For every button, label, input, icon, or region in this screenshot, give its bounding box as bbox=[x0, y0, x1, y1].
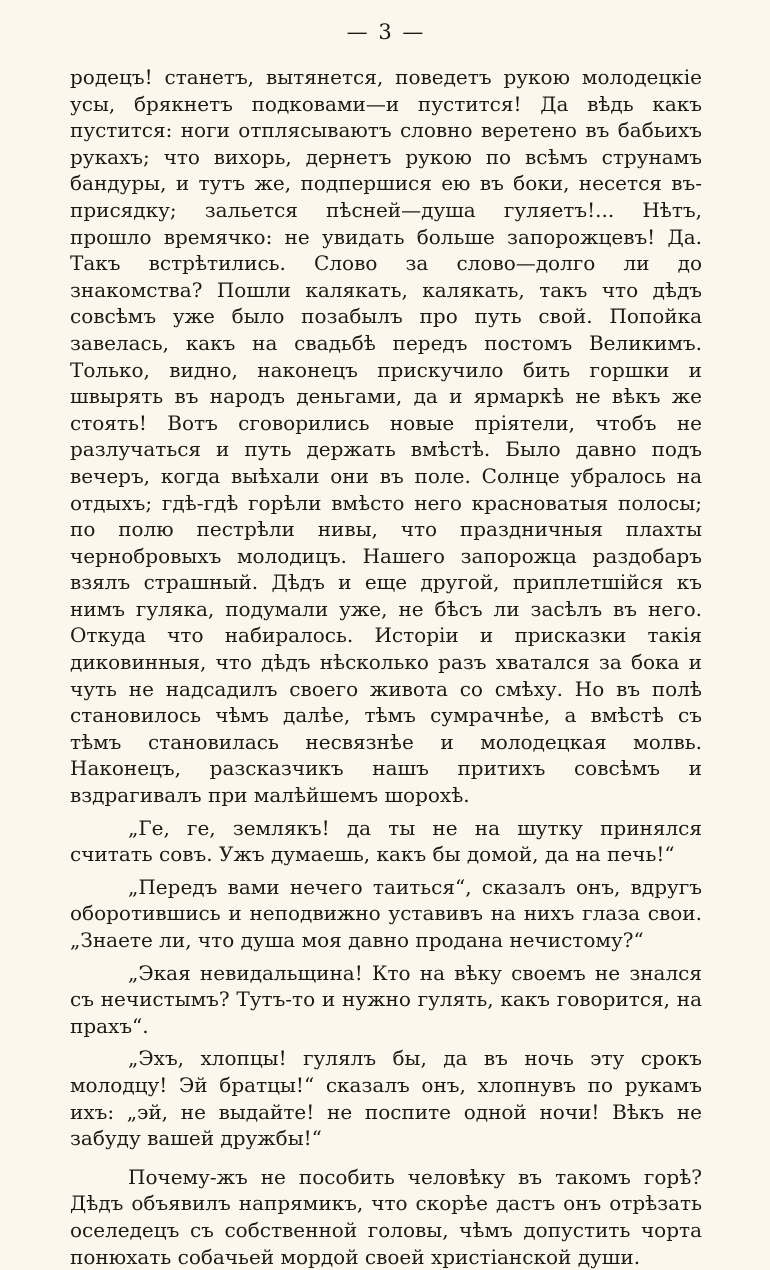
paragraph-1: родецъ! станетъ, вытянется, поведетъ рукою молодецкіе усы, брякнетъ подковами—и пустится! Да вѣдь какъ пустится: ноги отплясываютъ словно веретено въ бабьихъ рукахъ; что вихорь, дернетъ рукою по всѣмъ струнамъ бандуры, и тутъ же, подпершися ею въ боки, несется въ-присядку; зальется пѣсней—душа гуляетъ!... Нѣтъ, прошло времячко: не увидать больше запорожцевъ! Да. Такъ встрѣтились. Слово за слово—долго ли до знакомства? Пошли калякать, калякать, такъ что дѣдъ совсѣмъ уже было позабылъ про путь свой. Попойка завелась, какъ на свадьбѣ передъ постомъ Великимъ. Только, видно, наконецъ прискучило бить горшки и швырять въ народъ деньгами, да и ярмаркѣ не вѣкъ же стоять! Вотъ сговорились новые пріятели, чтобъ не разлучаться и путь держать вмѣстѣ. Было давно подъ вечеръ, когда выѣхали они въ поле. Солнце убралось на отдыхъ; гдѣ-гдѣ горѣли вмѣсто него красноватыя полосы; по полю пестрѣли нивы, что праздничныя плахты чернобровыхъ молодицъ. Нашего запорожца раздобаръ взялъ страшный. Дѣдъ и еще другой, приплетшійся къ нимъ гуляка, подумали уже, не бѣсъ ли засѣлъ въ него. Откуда что набиралось. Исторіи и присказки такія диковинныя, что дѣдъ нѣсколько разъ хватался за бока и чуть не надсадилъ своего живота со смѣху. Но въ полѣ становилось чѣмъ далѣе, тѣмъ сумрачнѣе, а вмѣстѣ съ тѣмъ становилась несвязнѣе и молодецкая молвь. Наконецъ, разсказчикъ нашъ притихъ совсѣмъ и вздрагивалъ при малѣйшемъ шорохѣ. bbox=[70, 65, 702, 808]
paragraph-6: Почему-жъ не пособить человѣку въ такомъ горѣ? Дѣдъ объявилъ напрямикъ, что скорѣе дастъ онъ отрѣзать оселедецъ съ собственной головы, чѣмъ допустить чорта понюхать собачьей мордой своей христіанской души. bbox=[70, 1164, 702, 1269]
page-body bbox=[70, 64, 702, 1270]
paragraph-5: „Эхъ, хлопцы! гулялъ бы, да въ ночь эту срокъ молодцу! Эй братцы!“ сказалъ онъ, хлопнувъ по рукамъ ихъ: „эй, не выдайте! не поспите одной ночи! Вѣкъ не забуду вашей дружбы!“ bbox=[70, 1046, 702, 1151]
paragraph-2: „Ге, ге, землякъ! да ты не на шутку принялся считать совъ. Ужъ думаешь, какъ бы домой, да на печь!“ bbox=[70, 815, 702, 867]
paragraph-4: „Экая невидальщина! Кто на вѣку своемъ не знался съ нечистымъ? Тутъ-то и нужно гулять, какъ говорится, на прахъ“. bbox=[70, 960, 702, 1038]
paragraph-3: „Передъ вами нечего таиться“, сказалъ онъ, вдругъ оборотившись и неподвижно уставивъ на нихъ глаза свои. „Знаете ли, что душа моя давно продана нечистому?“ bbox=[70, 874, 702, 952]
page-number: — 3 — bbox=[346, 20, 426, 44]
